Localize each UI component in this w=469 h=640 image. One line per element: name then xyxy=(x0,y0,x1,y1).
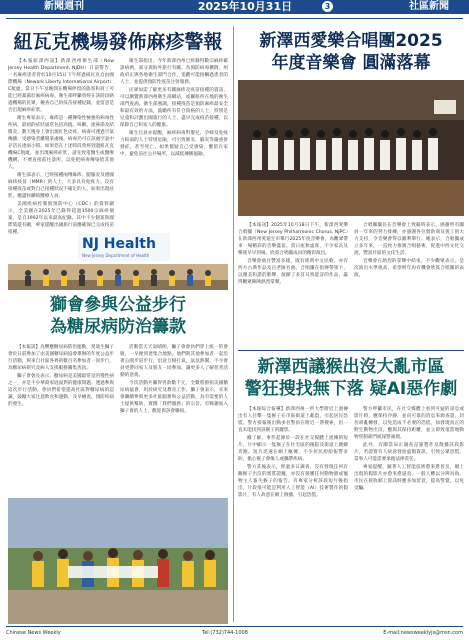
paragraph: 據了解，事件起源於一段在社交媒體上流傳的短片，片中顯示一隻猴子在住宅區的後院及街道上跳躍奔跑。短片迅速在網上瘋傳，不少居民紛紛報警求助，擔心猴子會傷人或攜帶疾病。 xyxy=(238,436,348,462)
article-chorus-col1 xyxy=(238,222,348,346)
paragraph: 今次活動共籌得善款數千元，全數將撥捐美國糖尿病協會，用於研究及教育工作。獅子會表示，未來會繼續參與更多社區服務和公益活動，為有需要的人士提供幫助，實踐「我們服務」的宗旨。有興趣加入獅子會的人士，歡迎與該會聯絡。 xyxy=(120,381,228,414)
paragraph: 警方呼籲市民，在社交媒體上看到可疑的訊息或影片時，應保持冷靜，並向可靠的消息來源查證，切勿胡亂轉發，以免造成不必要的恐慌。如發現真正的野生動物出沒，應與其保持距離，並立即致電當地動物管制部門或報警處理。 xyxy=(354,407,464,440)
paragraph: 衛生專家表示，麻疹是一種傳染性極強的病毒性疾病，最初的症狀通常包括高燒、咳嗽、流鼻涕及結膜炎，數天後身上會出現紅色皮疹。病毒可透過空氣傳播，受感染者離開某處後，病毒仍可在該處空氣中存活長達兩小時。如果您在上述時段曾經到過紐瓦克機場C航廈，並出現麻疹症狀，請先致電醫生或醫療機構，不要直接前往診所，以免把病毒傳染給其他人。 xyxy=(8,116,114,170)
paragraph: 活動當天天氣晴朗，獅子會會員們穿上統一的會服，一早便到達集合地點。他們與其他參加者一起沿著公園步道步行，沿途互相打氣，氣氛熱鬧。不少會員更帶同家人及朋友一同參加，讓更多人了解慈善活動的意義。 xyxy=(120,345,228,378)
headline-monkey-line2: 警狂搜找無下落 疑AI惡作劇 xyxy=(244,379,458,399)
section-label-right: 社區新聞 xyxy=(409,1,449,12)
paragraph: 【本報訊】為響應糖尿病防治運動，愛迪生獅子會於日前參加了由美國糖尿病協會舉辦的年度公益步行活動，與來自社區各界的數百名參加者一同步行，為糖尿病研究及病人支援服務籌集善款。 xyxy=(8,345,114,371)
paragraph: 音樂會在熱烈的掌聲中結束，不少觀眾表示，是次演出水準很高，希望明年再有機會欣賞合唱團的表演。 xyxy=(354,259,464,278)
paragraph: 衛生部表示，已經接種兩劑麻疹、腮腺炎及德國麻疹疫苗（MMR）的人士，大多具有免疫力。沒有接種疫苗或對自己接種狀況不確定的人，如果出現症狀，應盡快聯絡醫療人員。 xyxy=(8,173,114,199)
article-measles-col2 xyxy=(120,58,228,230)
column-divider xyxy=(233,26,234,622)
footer-publication: Chinese News Weekly xyxy=(6,630,61,636)
footer-email: E-mail:newsweeklyjs@msn.com xyxy=(383,630,463,636)
nj-health-banner xyxy=(78,233,170,261)
nj-health-logo: NJ Health xyxy=(82,236,156,252)
headline-chorus-line1: 新澤西愛樂合唱團2025 xyxy=(259,31,443,51)
top-rule xyxy=(6,18,463,19)
photo-lions-walk xyxy=(8,498,228,624)
paragraph: 【本報紐澤西訊】新澤西州衛生部（New Jersey Health Department, NJDH）日前警告，一名麻疹患者曾於10月15日下午經過紐瓦克自由國際機場（Newark Liberty International Airport）C航廈，當日下午及晚間在機場停留的旅客和員工可能已經暴露於麻疹病毒。衛生部呼籲曾經在該時段路過機場的民眾，檢查自己的疫苗接種紀錄，並留意是否出現麻疹症狀。 xyxy=(8,59,114,113)
headline-lions-walk-line2: 為糖尿病防治籌款 xyxy=(50,317,186,337)
bottom-rule xyxy=(6,626,463,627)
paragraph: 音樂會曲目豐富多樣，既有經典中文民歌，亦有西方古典作品及百老匯名曲。合唱團在指揮帶領下，以優美和諧的歌聲，演繹了多首耳熟能詳的作品，贏得觀眾陣陣熱烈掌聲。 xyxy=(238,259,348,285)
paragraph: 獅子會會長表示，糖尿病是美國最常見的慢性病之一，亦是不少華裔家庭面對的健康問題。透過參與這次步行活動，會員們希望提高社區對糖尿病的認識，鼓勵大家注意飲食和運動，及早檢查，預防疾病的發生。 xyxy=(8,374,114,407)
paragraph: 警方其後表示，經過多日調查，沒有發現任何有關猴子出沒的實質證據，亦沒有接獲任何動物園或寵物主人報失猴子的報告。有專家分析該段短片後指出，片段很可能是利用人工智能（AI）技術製作的假影片，有人故意在網上散播，引起恐慌。 xyxy=(238,465,348,498)
headline-lions-walk-line1: 獅會參與公益步行 xyxy=(50,295,186,315)
article-monkey-col2 xyxy=(354,406,464,624)
photo-lions-group xyxy=(8,264,228,290)
article-measles-col1 xyxy=(8,58,114,235)
paragraph: 美國疾病控制與預防中心（CDC）的資料顯示，全美國在2025年已錄得超過1500宗麻疹個案，是自1992年以來最高紀錄。其中不少個案與國際旅遊有關，專家提醒出國旅行前應確保已完成疫苗接種。 xyxy=(8,202,114,235)
paragraph: 民眾如需了解更多有關麻疹及疫苗接種的資訊，可以瀏覽新澤西州衛生部網站，或聯絡所在地的衛生部門查詢。衛生部強調，接種疫苗是預防麻疹最安全和最有效的方法，鼓勵所有符合資格的人士，特別是兒童和計劃出國旅行的人士，盡早完成疫苗接種，以保障自己和家人的健康。 xyxy=(120,88,228,128)
issue-date: 2025年10月31日 xyxy=(197,0,293,13)
headline-chorus-line2: 年度音樂會 圓滿落幕 xyxy=(271,53,431,73)
story-rule-right xyxy=(238,350,464,351)
article-lions-col1 xyxy=(8,344,114,494)
article-monkey-col1 xyxy=(238,406,348,624)
paragraph: 此外，有關當局正調查是誰製作及散播該段影片，若證實有人故意發放虛假資訊，引致公眾恐慌，當事人可能需要承擔法律責任。 xyxy=(354,443,464,462)
photo-chorus-concert xyxy=(238,80,464,216)
section-label-left: 新聞週刊 xyxy=(44,1,84,12)
page-number: 3 xyxy=(322,1,333,12)
paragraph: 衛生官員亦提醒，麻疹病毒對嬰兒、孕婦及免疫力較弱的人士特別危險，可引致肺炎、腦炎等嚴重併發症，甚至死亡。如果懷疑自己受感染，應留在家中，避免前往公共場所，以減低傳播風險。 xyxy=(120,131,228,157)
paragraph: 合唱團團長在音樂會上致辭時表示，感謝所有團員一年來的努力排練，亦感謝各位贊助商及義工的大力支持，令音樂會得以順利舉行。她表示，合唱團成立多年來，一直致力推廣合唱藝術，促進中西文化交流，豐富社區的文化生活。 xyxy=(354,223,464,256)
paragraph: 專家提醒，隨著人工智能技術愈來愈普及，網上出現的假影片亦愈來愈逼真，一般人難以分辨真偽。市民在接收網上資訊時應多加留意，提高警覺，以免受騙。 xyxy=(354,465,464,491)
paragraph: 【本報綜合報導】新澤西州一所大學附近上週傳出有人目擊一隻猴子在市區街道上亂竄，引起居民恐慌。警方接報後出動多名警員在附近一帶搜索，但一直未能找到該猴子的蹤影。 xyxy=(238,407,348,433)
paragraph: 【本報訊】2025年10月18日下午，新澤西愛樂合唱團（New Jersey Philharmonic Chorus, NJPC）在新澤西州愛迪生市舉行2025年度音樂會，為觀眾帶來一場精彩的音樂盛宴。當日座無虛席，不少家長及樂迷早早到場，欣賞合唱團成員的精彩演出。 xyxy=(238,223,348,256)
headline-measles-alert: 紐瓦克機場發佈麻疹警報 xyxy=(13,31,223,53)
article-lions-col2 xyxy=(120,344,228,494)
nj-health-tagline: New Jersey Department of Health xyxy=(82,253,150,258)
headline-monkey-line1: 新澤西議猴出沒大亂市區 xyxy=(257,357,445,377)
footer xyxy=(6,628,463,638)
footer-phone: Tel:(732)744-1008 xyxy=(202,630,248,636)
article-chorus-col2 xyxy=(354,222,464,346)
paragraph: 衛生部指出，今年新澤西州已經錄得數宗麻疹確診病例，部分與海外旅行有關。為預防病毒擴散，州政府正與各地衛生部門合作，追蹤可能接觸過患者的人士，並提供預防性疫苗注射服務。 xyxy=(120,59,228,85)
